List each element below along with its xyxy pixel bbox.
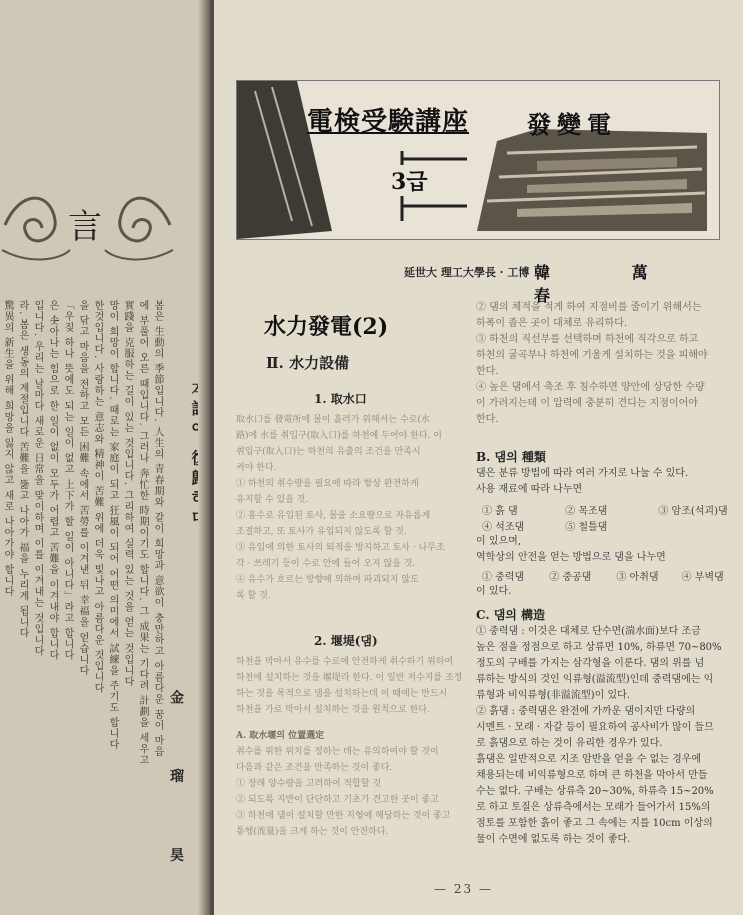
text-line: 로 하고 토질은 상류측에서는 모래가 들어가서 15%의 (476, 802, 711, 813)
text-line: 하천을 막아서 유수를 수로에 안전하게 취수하기 위하여 (236, 657, 454, 667)
text-line: 路)에 水를 취입구(取入口)를 하천에 두어야 한다. 이 (236, 431, 442, 441)
text-line: ② 흙댐 : 중력댐은 완전에 가까운 댐이지만 다량의 (476, 706, 696, 717)
section-b-intro (476, 466, 731, 498)
text-line: 하천에 설치하는 것을 堰堤라 한다. 이 일반 저수지를 조정 (236, 673, 463, 683)
text-line: 물이 수면에 없도록 하는 것이 좋다. (476, 834, 631, 845)
text-line: 수는 없다. 구배는 상류측 20~30%, 하류측 15~20% (476, 786, 714, 797)
text-line: 하천의 굴곡부나 하천에 기울게 설치하는 것을 피해야 (476, 350, 708, 361)
dam-type-list (482, 502, 743, 517)
text-line: 이 가려지는데 이 압력에 충분히 견디는 지점이어야 (476, 398, 698, 409)
subsection-body (236, 412, 471, 604)
right-page (214, 0, 743, 915)
section-b-heading: B. 댐의 種類 (476, 450, 546, 464)
text-line: 록 할 것. (236, 591, 271, 601)
text-line: 유지할 수 있을 것. (236, 495, 309, 505)
text-line: 켜야 한다. (236, 463, 277, 473)
list-item: ④ 석조댐 (482, 522, 525, 533)
list-item: ① 흙 댐 (482, 506, 518, 517)
dam-stability-list (482, 568, 742, 583)
text-line: 시멘트 · 모래 · 자갈 등이 필요하여 공사비가 많이 들므 (476, 722, 714, 733)
subsection-heading: 2. 堰堤(댐) (314, 634, 378, 648)
page-number: — 23 — (434, 882, 493, 896)
text-line: 취수를 위한 위치를 정하는 데는 유의하여야 할 것이 (236, 747, 439, 757)
text-line: ④ 높은 댐에서 축조 후 침수하면 양안에 상당한 수량 (476, 382, 705, 393)
ornament-character: 言 (68, 207, 102, 247)
text-line: 역학상의 안전을 얻는 방법으로 댐을 나누면 (476, 552, 666, 563)
text-line: ② 댐의 체적을 적게 하여 지점비를 줄이기 위해서는 (476, 302, 702, 313)
text-line: ③ 하천에 댐이 설치할 만한 지형에 해당하는 것이 좋고 (236, 811, 451, 821)
text-line: 류하는 방식의 것인 익류형(溢流型)인데 중력댐에는 익 (476, 674, 714, 685)
text-line: ① 장래 양수량을 고려하여 적합할 것 (236, 779, 382, 789)
text-line: 채용되는데 비익류형으로 하며 큰 하천을 막아서 만들 (476, 770, 708, 781)
left-column: 망이 희망이 합니다. 때로는 家庭이 되고 狂風이 되어 어떤 의미에서 試練을 주기도 합니다 (107, 300, 118, 751)
left-column: 라. 봄은 생동의 계절입니다 苦難을 뚫고 나아가 福을 누리게 됩니다 (17, 300, 28, 639)
text-line: 각 · 쓰레기 등이 수로 안에 들어 오지 않을 것. (236, 559, 416, 569)
text-line: ① 하천의 취수량을 필요에 따라 항상 완전하게 (236, 479, 419, 489)
section-c-body (476, 624, 734, 848)
left-column: 은 솟아나는 힘으로 한 일이 없이 모두가 어렵고 苦難을 이겨내야 합니다 (47, 300, 58, 661)
subsection-body (236, 744, 471, 840)
left-column: 봄은 生動의 季節입니다. 人生의 青春期와 같이 희망과 意欲이 충만하고 아름다운 꿈이 마음 (152, 300, 163, 758)
text-line: 흙댐은 일반적으로 지조 암반을 얻을 수 없는 경우에 (476, 754, 702, 765)
section-b-end: 이 있다. (476, 586, 512, 597)
left-column: 實踐을 克服하는 길이 있는 것입니다. 그리하여 실력 있는 것을 얻는 것입니다 (122, 300, 133, 687)
text-line: ① 중력댐 : 이것은 대체로 단수면(湍水面)보다 조금 (476, 626, 701, 637)
subsection-body (236, 654, 471, 718)
left-column: 입니다. 우리는 날마다 새로운 日常을 맞이하며 이를 이겨내는 것입니다 (32, 300, 43, 657)
left-column: 驚異의 新生을 위해 희망을 잃지 않고 새로 나아가야 합니다 (2, 300, 13, 598)
article-title: 水力發電(2) (264, 314, 389, 340)
text-line: 취입구(取入口)는 하천의 유출의 조건을 만족시 (236, 447, 421, 457)
left-column: 을 닦고 마음을 전하고 모든 困難 속에서 苦勞를 이겨낸 뒤 幸福을 얻습니다 (77, 300, 88, 676)
text-line: ② 홍수로 유입된 토사, 물을 소요량으로 자유롭게 (236, 511, 431, 521)
text-line: 이 있으며, (476, 536, 521, 547)
subsection-heading: 1. 取水口 (314, 392, 367, 406)
list-item: ③ 암조(석괴)댐 (658, 506, 728, 517)
left-author: 金 瑠 昊 (168, 690, 184, 892)
banner-grade: 3급 (387, 165, 432, 196)
list-item: ④ 부벽댐 (681, 572, 724, 583)
byline-author: 韓 萬 春 (534, 263, 686, 305)
list-item: ② 목조댐 (565, 506, 608, 517)
left-page (0, 0, 210, 915)
list-item: ① 중력댐 (482, 572, 525, 583)
text-line: 높은 점을 정점으로 하고 상류면 10%, 하류면 70~80% (476, 642, 722, 653)
text-line: ③ 유입에 의한 토사의 퇴적을 방지하고 토사 · 나무조 (236, 543, 445, 553)
text-line: 조절하고, 또 토사가 유입되지 않도록 할 것. (236, 527, 407, 537)
column-intro (476, 300, 731, 428)
section-b-body (476, 534, 731, 566)
text-line: 류형과 비익류형(非溢流型)이 있다. (476, 690, 630, 701)
text-line: 댐은 분류 방법에 따라 여러 가지로 나눌 수 있다. (476, 468, 689, 479)
text-line: ③ 하천의 직선부를 선택하며 하천에 직각으로 하고 (476, 334, 699, 345)
text-line: ④ 유수가 흐르는 방향에 의하여 파괴되지 않도 (236, 575, 419, 585)
section-heading: Ⅱ. 水力設備 (266, 354, 350, 372)
subsection-heading: A. 取水堰의 位置選定 (236, 731, 325, 741)
left-column: 에 부풀어 오른 때입니다. 그러나 奔忙한 時期이기도 합니다. 그 成果는 기다려 計劃을 세우고 (137, 300, 148, 766)
text-line: 로 흙댐으로 하는 것이 유리한 경우가 있다. (476, 738, 663, 749)
text-line: 사용 재료에 따라 나누면 (476, 484, 583, 495)
text-line: 하폭이 좁은 곳이 대체로 유리하다. (476, 318, 628, 329)
text-line: 정도의 구배를 가지는 삼각형을 이룬다. 댐의 위를 넘 (476, 658, 705, 669)
left-column: 한것입니다. 사랑하는 意志와 精神이 苦難 위에 더욱 빛나고 아름다운 것입니다 (92, 300, 103, 694)
text-line: 하는 것을 목적으로 댐을 설치하는데 이 때에는 반드시 (236, 689, 448, 699)
banner-series-title: 電検受験講座 (307, 107, 470, 137)
text-line: 한다. (476, 414, 499, 425)
decorative-ornament (0, 180, 175, 270)
text-line: 다음과 같은 조건을 만족하는 것이 좋다. (236, 763, 393, 773)
section-c-heading: C. 댐의 構造 (476, 608, 546, 622)
series-banner (236, 80, 720, 240)
text-line: 한다. (476, 366, 499, 377)
text-line: 점토를 포함한 흙이 좋고 그 속에는 지를 10cm 이상의 (476, 818, 713, 829)
dam-type-list (482, 518, 655, 533)
text-line: ② 되도록 지반이 단단하고 기초가 견고한 곳이 좋고 (236, 795, 439, 805)
text-line: 통행(流量)을 크게 하는 것이 안전하다. (236, 827, 389, 837)
text-line: 하천을 가로 막아서 설치하는 것을 원칙으로 한다. (236, 705, 430, 715)
byline-affiliation: 延世大 理工大學長 · 工博 (404, 266, 530, 279)
list-item: ② 중공댐 (549, 572, 592, 583)
text-line: 取水口를 發電所에 물이 흘러가 위해서는 수로(水 (236, 415, 430, 425)
left-column: 「우짖 하나 뜻에도 되는 일이 없고 上下가 할 일이 아니다」라고 합니다 (62, 300, 73, 661)
list-item: ③ 아취댐 (616, 572, 659, 583)
list-item: ⑤ 철틀댐 (565, 522, 608, 533)
banner-topic: 發變電 (527, 110, 617, 139)
